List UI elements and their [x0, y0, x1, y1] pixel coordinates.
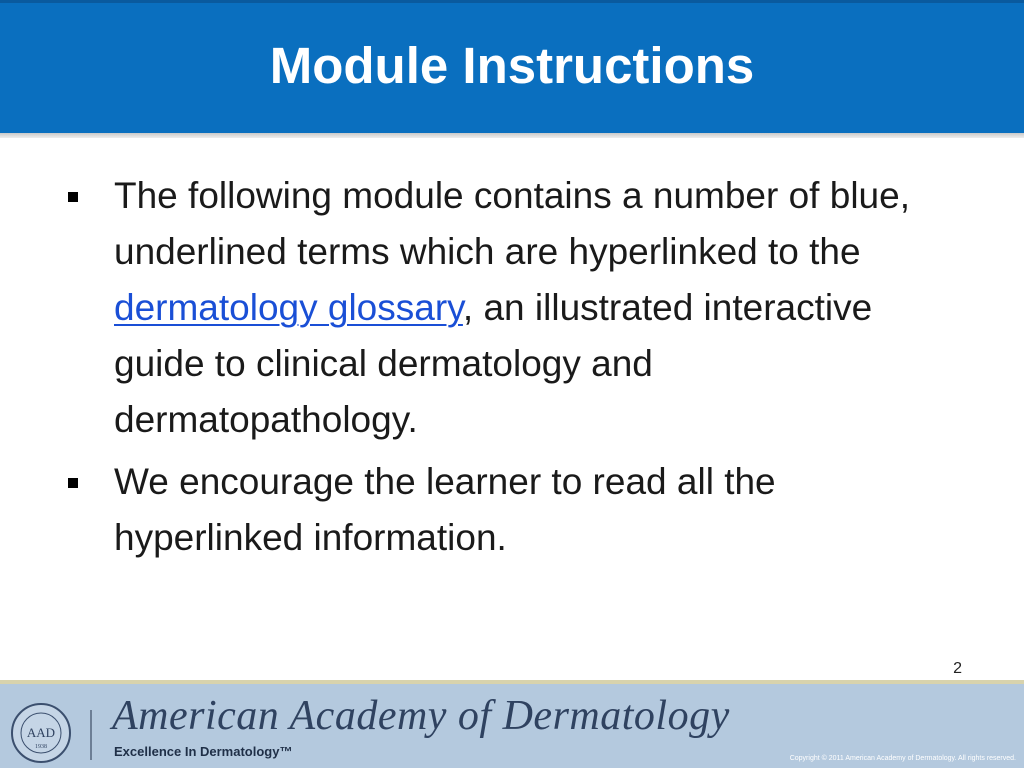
slide-title: Module Instructions	[269, 37, 755, 94]
bullet-text-after-link: , an illustrated interactive guide to clinical dermatology and dermatopathology.	[114, 287, 873, 440]
aad-seal-icon	[10, 702, 72, 764]
copyright-notice: Copyright © 2011 American Academy of Dermatology. All rights reserved.	[789, 755, 1016, 762]
organization-tagline: Excellence In Dermatology™	[114, 744, 293, 759]
seal-year: 1938	[35, 744, 47, 750]
organization-name: American Academy of Dermatology	[112, 693, 730, 739]
bullet-text: We encourage the learner to read all the hyperlinked information.	[114, 461, 776, 558]
header-divider	[0, 133, 1024, 138]
bullet-item-encourage	[62, 454, 962, 566]
square-bullet-icon	[68, 478, 78, 488]
footer-divider	[90, 710, 92, 760]
square-bullet-icon	[68, 192, 78, 202]
bullet-text-before-link: The following module contains a number of blue, underlined terms which are hyperlinked to the	[114, 175, 910, 272]
slide-content	[62, 168, 962, 572]
slide-footer	[0, 680, 1024, 768]
page-number: 2	[953, 660, 962, 677]
slide-header	[0, 0, 1024, 133]
bullet-item-glossary	[62, 168, 962, 448]
dermatology-glossary-link[interactable]: dermatology glossary	[114, 287, 463, 328]
seal-abbreviation: AAD	[26, 725, 56, 740]
